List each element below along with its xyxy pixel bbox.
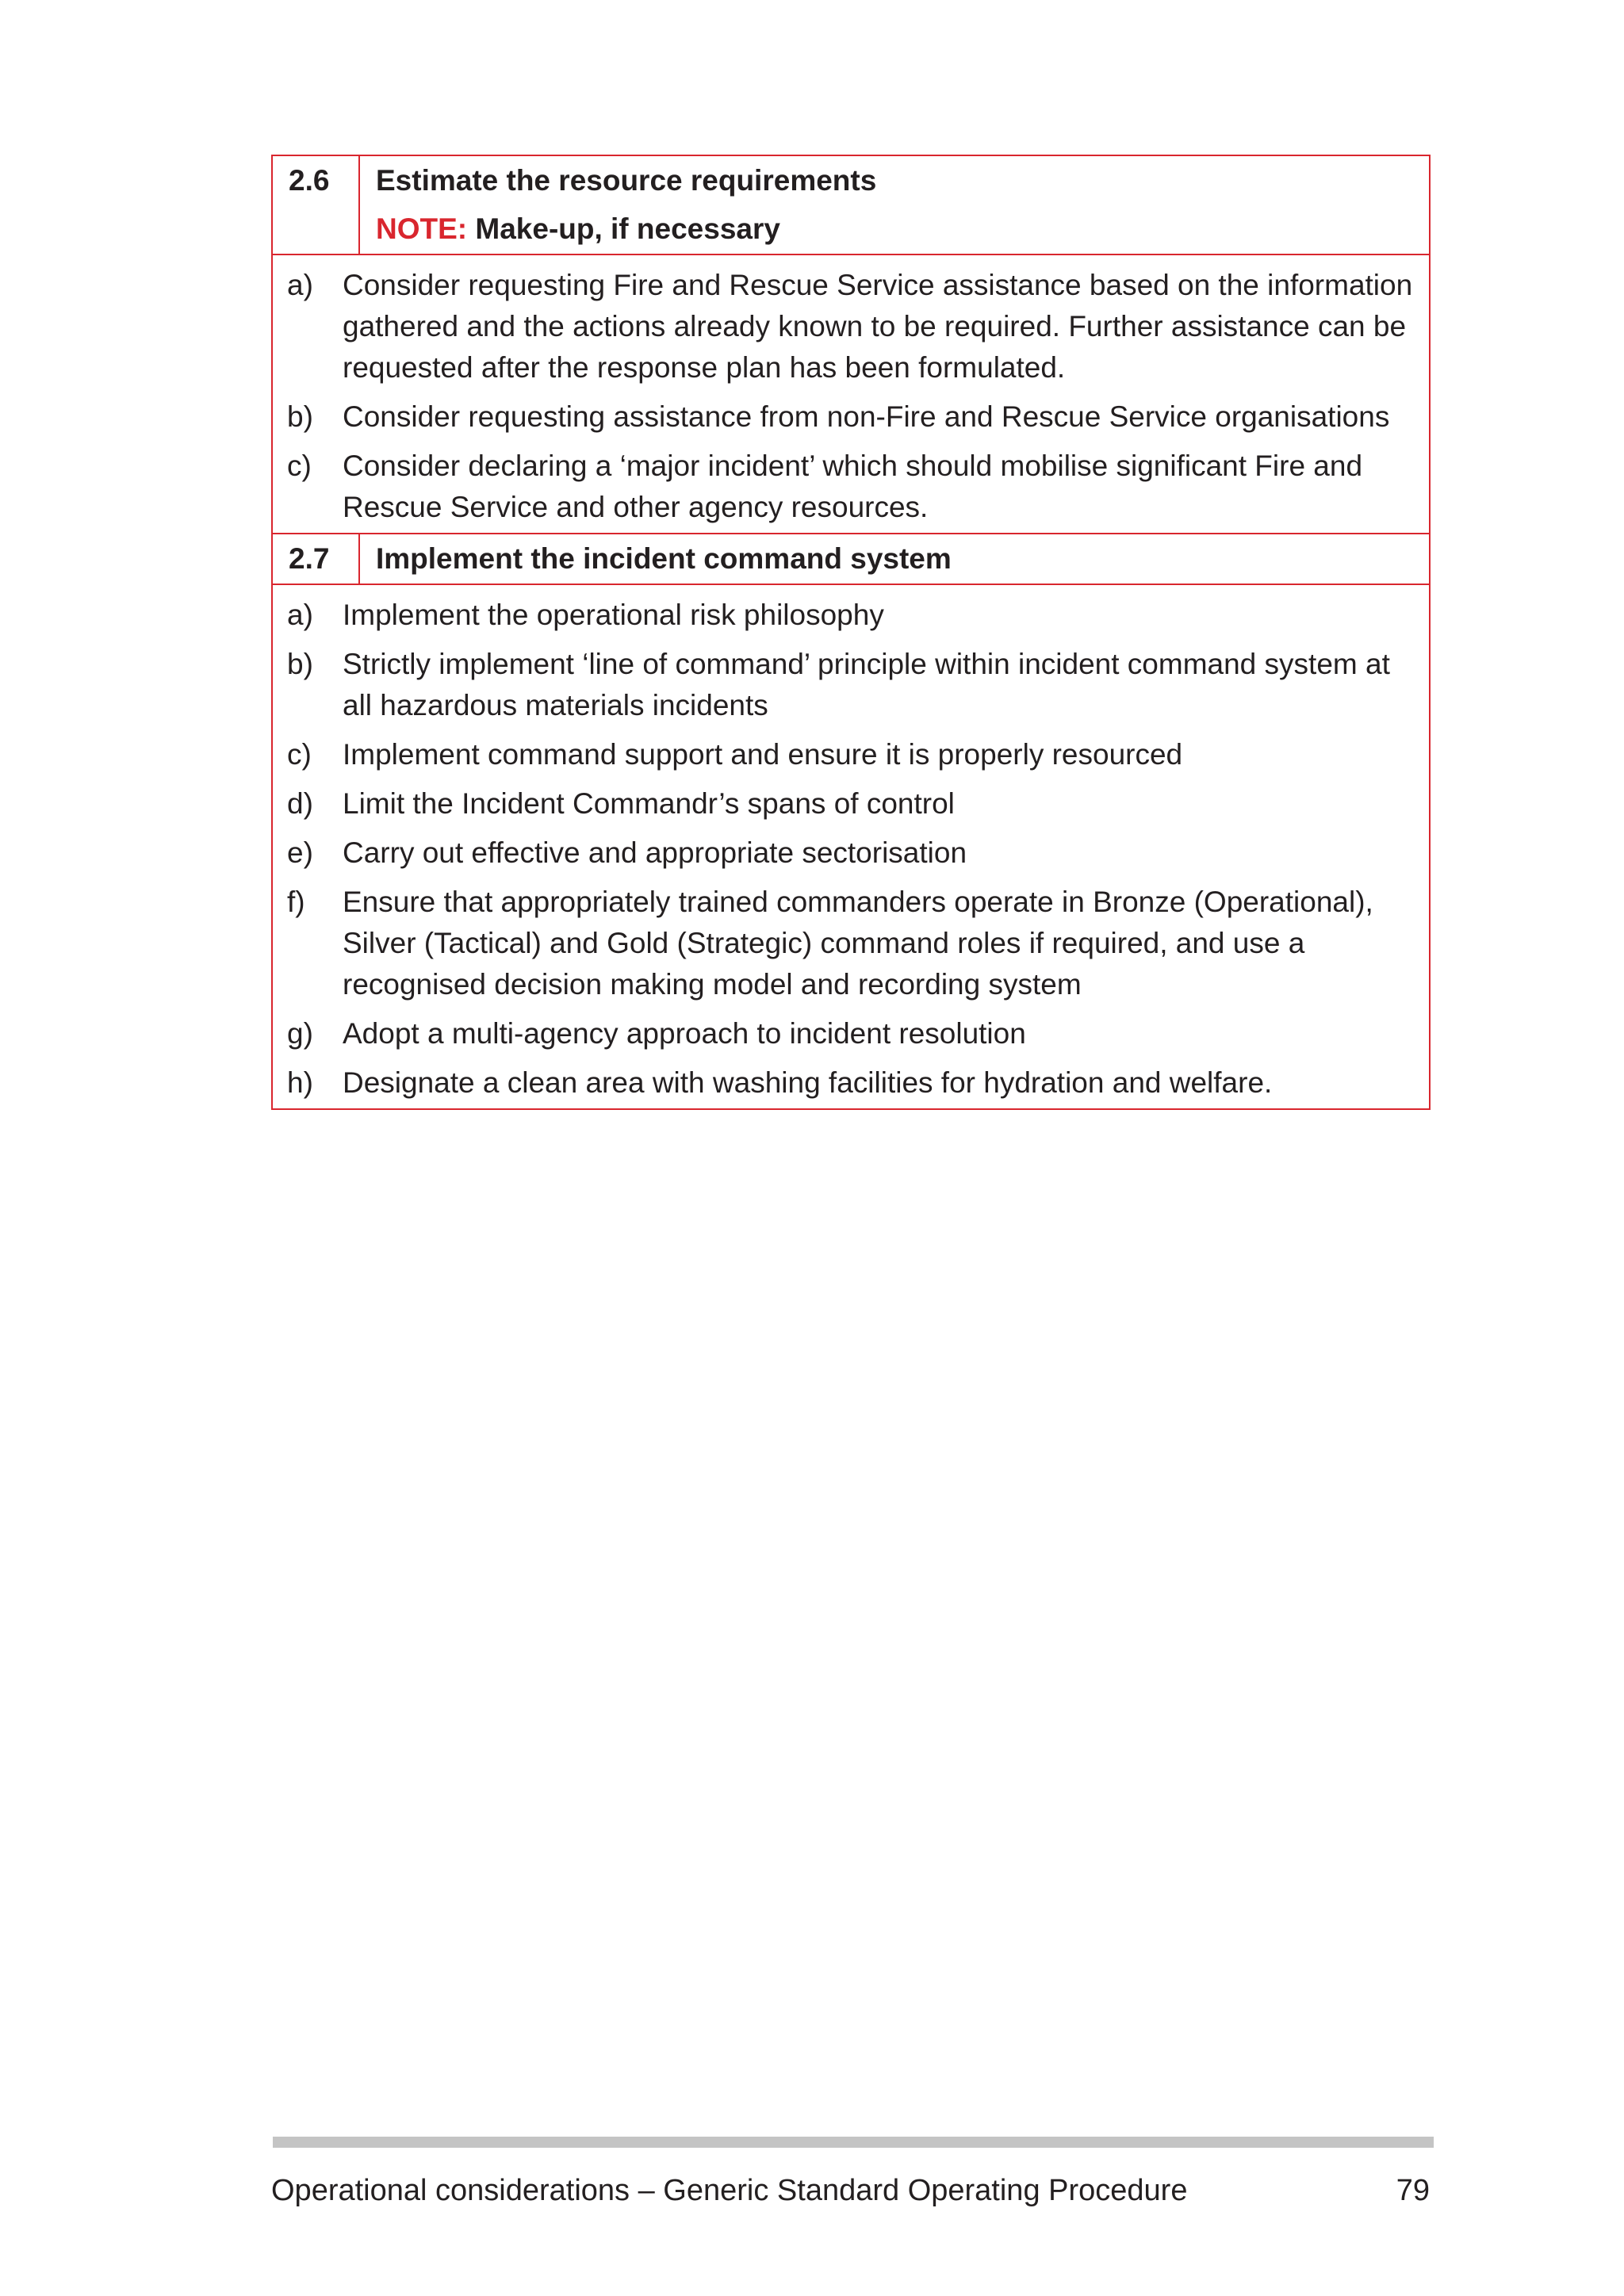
list-item: [287, 783, 1415, 825]
item-text: Ensure that appropriately trained commanders operate in Bronze (Operational), Silver (Tactical) and Gold (Strategic) command roles if required, and use a recognised decision making model and recording system: [343, 886, 1373, 1001]
note-text: Make-up, if necessary: [475, 212, 780, 245]
sop-table: [271, 155, 1431, 1110]
section-title-cell: [360, 156, 1429, 254]
item-letter: f): [287, 886, 305, 918]
item-letter: g): [287, 1017, 313, 1050]
item-text: Adopt a multi-agency approach to incident resolution: [343, 1017, 1026, 1050]
item-text: Carry out effective and appropriate sectorisation: [343, 836, 967, 869]
list-item: [287, 396, 1415, 438]
list-item: [287, 734, 1415, 775]
item-text: Implement command support and ensure it is properly resourced: [343, 738, 1183, 771]
section-2-6-items: [273, 255, 1429, 534]
item-letter: b): [287, 400, 313, 433]
item-text: Limit the Incident Commandr’s spans of control: [343, 787, 955, 820]
list-item: [287, 644, 1415, 726]
item-text: Designate a clean area with washing facilities for hydration and welfare.: [343, 1066, 1273, 1099]
item-letter: a): [287, 269, 313, 301]
item-text: Implement the operational risk philosophy: [343, 599, 884, 631]
item-text: Consider requesting assistance from non-Fire and Rescue Service organisations: [343, 400, 1390, 433]
item-letter: h): [287, 1066, 313, 1099]
list-item: [287, 595, 1415, 636]
section-title-cell: [360, 534, 1429, 584]
note-line: [376, 212, 1413, 246]
section-2-7-header: [273, 534, 1429, 585]
item-letter: c): [287, 450, 312, 482]
item-letter: a): [287, 599, 313, 631]
section-number: 2.6: [273, 156, 360, 254]
list-item: [287, 882, 1415, 1005]
note-label: NOTE:: [376, 212, 468, 245]
section-2-7-items: [273, 585, 1429, 1108]
footer-title: Operational considerations – Generic Standard Operating Procedure: [271, 2174, 1188, 2207]
list-item: [287, 1013, 1415, 1054]
item-letter: c): [287, 738, 312, 771]
section-title: Estimate the resource requirements: [376, 164, 877, 197]
item-text: Consider declaring a ‘major incident’ which should mobilise significant Fire and Rescue Service and other agency resources.: [343, 450, 1363, 523]
item-text: Consider requesting Fire and Rescue Service assistance based on the information gathered and the actions already known to be required. Further assistance can be requested after the response plan has been formulated.: [343, 269, 1413, 384]
section-2-6-header: [273, 156, 1429, 255]
item-text: Strictly implement ‘line of command’ principle within incident command system at all hazardous materials incidents: [343, 648, 1390, 721]
section-number: 2.7: [273, 534, 360, 584]
list-item: [287, 1062, 1415, 1104]
section-title: Implement the incident command system: [376, 542, 952, 575]
item-letter: d): [287, 787, 313, 820]
list-item: [287, 265, 1415, 388]
page-number: 79: [1396, 2174, 1430, 2207]
item-letter: b): [287, 648, 313, 680]
list-item: [287, 446, 1415, 528]
list-item: [287, 832, 1415, 874]
item-letter: e): [287, 836, 313, 869]
footer-rule: [273, 2137, 1434, 2148]
